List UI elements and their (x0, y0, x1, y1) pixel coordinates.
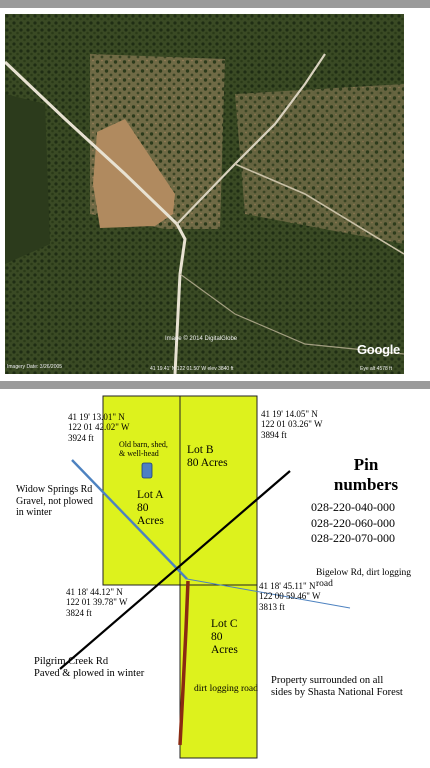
coord-ne: 41 19' 14.05" N 122 01 03.26" W 3894 ft (261, 409, 323, 440)
dirt-logging-label: dirt logging road (194, 684, 258, 694)
imagery-date: Imagery Date: 3/26/2005 (7, 364, 63, 370)
aerial-image (5, 14, 404, 374)
pin-numbers-title: Pin numbers (333, 455, 399, 494)
lot-b-label: Lot B 80 Acres (187, 444, 228, 470)
lot-a-label: Lot A 80 Acres (137, 489, 164, 528)
coord-se: 41 18' 45.11" N 122 00 59.46" W 3813 ft (259, 581, 321, 612)
lot-c-area (180, 585, 257, 758)
lot-diagram (0, 389, 430, 768)
coord-sw: 41 18' 44.12" N 122 01 39.78" W 3824 ft (66, 587, 128, 618)
image-credit: Image © 2014 DigitalGlobe (165, 336, 238, 342)
barn-label: Old barn, shed, & well-head (119, 440, 168, 459)
widow-springs-label: Widow Springs Rd Gravel, not plowed in winter (16, 484, 93, 518)
coord-nw: 41 19' 13.01" N 122 01 42.02" W 3924 ft (68, 412, 130, 443)
pilgrim-creek-label: Pilgrim Creek Rd Paved & plowed in winter (34, 656, 145, 680)
clearing-left-strip (5, 94, 50, 264)
property-note: Property surrounded on all sides by Shasta National Forest (271, 675, 403, 699)
pin-number: 028-220-040-000 (311, 500, 395, 514)
eye-altitude: Eye alt 4578 ft (360, 366, 392, 372)
google-logo: Google (357, 342, 400, 357)
pin-number: 028-220-070-000 (311, 531, 395, 546)
lot-c-label: Lot C 80 Acres (211, 618, 238, 657)
pin-number: 028-220-060-000 (311, 515, 395, 530)
top-bar (0, 0, 430, 8)
bigelow-label: Bigelow Rd, dirt logging road (316, 568, 411, 589)
aerial-svg (5, 14, 404, 374)
section-divider (0, 381, 430, 389)
status-text: 41 19.41' N 122 01.50' W elev 3840 ft (150, 366, 234, 372)
pin-numbers-list (311, 500, 395, 547)
barn-icon (142, 463, 152, 478)
